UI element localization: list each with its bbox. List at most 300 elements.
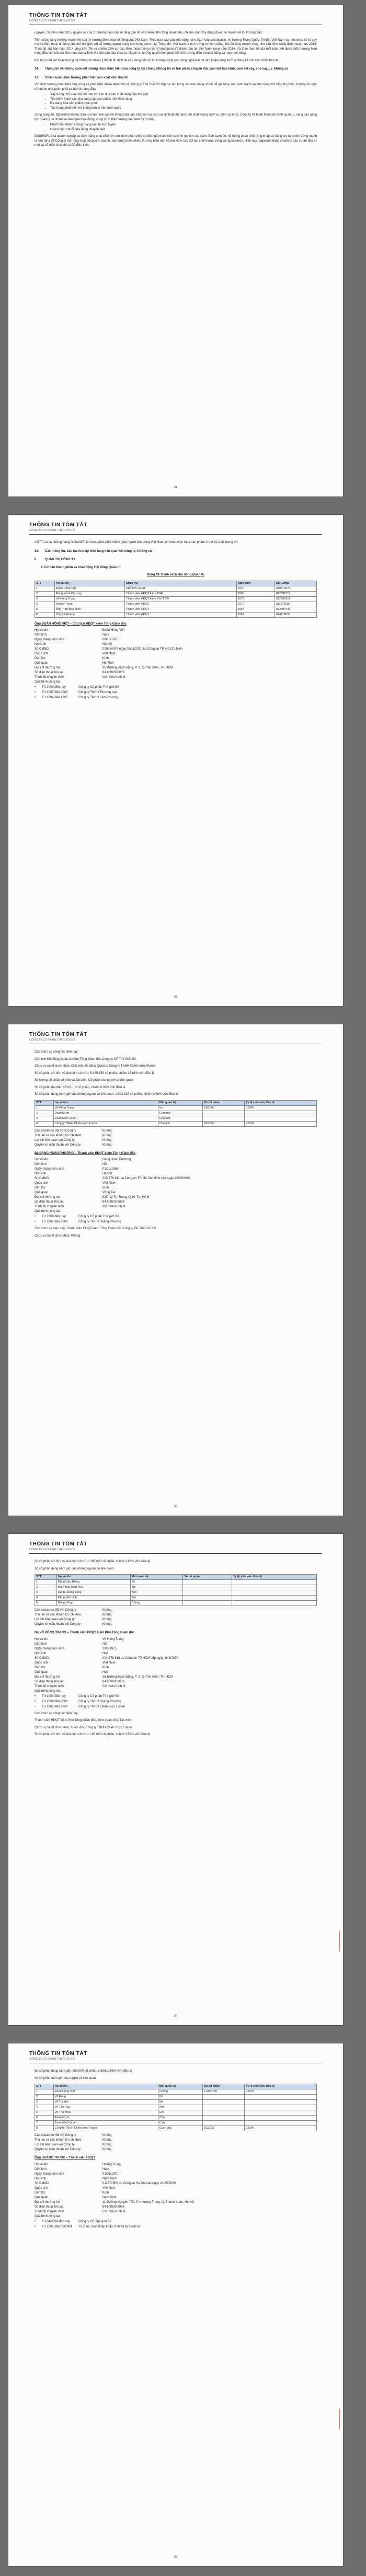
board-table xyxy=(35,581,317,618)
career-item xyxy=(35,2220,317,2224)
table-cell: 7 xyxy=(35,2121,54,2126)
field-value xyxy=(102,680,317,684)
column-header: Họ và tên xyxy=(54,581,124,586)
table-cell xyxy=(245,2105,317,2110)
field-value: Không xyxy=(102,2139,112,2142)
field-label: Ngày tháng năm sinh xyxy=(35,638,64,641)
field-label: Ngày tháng năm sinh xyxy=(35,1168,64,1171)
related-table xyxy=(35,2084,317,2131)
column-header: Mối quan hệ xyxy=(130,1575,183,1580)
field-label: Trình độ chuyên môn xyxy=(35,2210,64,2213)
table-cell xyxy=(203,2116,245,2121)
table-cell: Võ Thu Thảo xyxy=(53,2110,158,2116)
field-value: Kinh xyxy=(102,657,109,660)
page-number: 35 xyxy=(174,2556,178,2559)
field-label: Nơi sinh xyxy=(35,1172,47,1175)
career-org: Công ty Cổ phần Thế giới Số xyxy=(78,686,119,689)
table-row xyxy=(35,596,317,602)
field-value: 83/7 Lý Tự Trọng, Q.10, Tp. HCM xyxy=(102,1196,150,1199)
field-value: Việt Nam xyxy=(102,1661,116,1665)
field-value: Nam xyxy=(102,633,109,637)
table-row xyxy=(35,2105,317,2110)
table-cell xyxy=(232,1585,317,1590)
margin-stamp xyxy=(336,2409,340,2431)
column-header: Tỷ lệ trên vốn điều lệ xyxy=(232,1575,317,1580)
field-label: Quốc tịch xyxy=(35,652,48,655)
field-label: Dân tộc xyxy=(35,657,45,660)
field-label: Số điện thoại liên lạc xyxy=(35,1200,64,1204)
field-label: Quốc tịch xyxy=(35,1182,48,1185)
table-cell: Chồng xyxy=(130,1601,183,1606)
bullet-list xyxy=(35,123,317,132)
table-header-row xyxy=(35,2084,317,2089)
field-value: Không xyxy=(102,2148,112,2151)
header-subtitle: CÔNG TY CỔ PHẦN THẾ GIỚI SỐ xyxy=(29,1548,75,1551)
career-period: Từ 1997 đến 2000 xyxy=(42,1220,68,1223)
field-value: Huế xyxy=(102,1651,109,1655)
interest-fields xyxy=(35,1608,317,1626)
career-list xyxy=(35,685,317,700)
table-cell: Đặng Văn Thắng xyxy=(56,1580,130,1585)
text-line: Chủ tịch Hội đồng Quản trị kiêm Tổng Giám đốc Công ty CP Thế Giới Số xyxy=(35,1057,136,1061)
text-line: Số lượng cổ phần sở hữu và đại diện: Cổ phần của người có liên quan xyxy=(35,1079,133,1082)
header-title: THÔNG TIN TÓM TẮT xyxy=(29,522,87,528)
career-item xyxy=(35,696,317,700)
table-cell: Giám đốc xyxy=(158,2126,203,2131)
bullet-icon: • xyxy=(35,1220,36,1223)
field-label: Số điện thoại liên lạc xyxy=(35,671,64,674)
field-value: 26 Đường Bạch Đằng, P. 2, Q. Tân Bình, TP. HCM xyxy=(102,666,173,669)
bullet-icon: • xyxy=(35,691,36,694)
career-period: Từ 1997 đến 2000 xyxy=(42,1705,68,1708)
person-fields xyxy=(35,628,317,684)
table-cell: Mai Phan Hoài Thu xyxy=(56,1585,130,1590)
field-label: Các khoản nợ đối với Công ty xyxy=(35,1609,76,1612)
field-label: Họ và tên xyxy=(35,1158,48,1161)
table-cell: 1.465.150 xyxy=(203,2089,245,2095)
table-cell: 3 xyxy=(35,2100,54,2105)
field-label: Quốc tịch xyxy=(35,2186,48,2190)
table-row xyxy=(35,2121,317,2126)
bullet-icon: • xyxy=(35,2220,36,2223)
header-subtitle: CÔNG TY CỔ PHẦN THẾ GIỚI SỐ xyxy=(29,19,75,22)
field-value: Nam xyxy=(102,2167,109,2171)
career-period: Từ 04/2004 đến nay xyxy=(42,2220,71,2223)
table-row xyxy=(35,2126,317,2131)
table-cell: Hoàng Trung xyxy=(54,602,124,607)
career-period: Từ 1997 đến 03/2004 xyxy=(42,2225,72,2228)
table-cell: Mẹ xyxy=(130,1585,183,1590)
section-heading: 16. Các thông tin, các tranh chấp kiện tụng liên quan tới công ty: Không có xyxy=(35,549,152,553)
career-item xyxy=(35,2225,317,2229)
career-org: Công ty TNHH Hoàng Phương xyxy=(78,1220,121,1223)
table-cell xyxy=(245,2121,317,2126)
table-cell: Con ruột xyxy=(158,1111,203,1116)
table-row xyxy=(35,1111,317,1116)
table-cell: 4 xyxy=(35,1596,57,1601)
career-period: Từ 2000 đến nay xyxy=(42,1215,66,1218)
field-label: Số CMND xyxy=(35,648,49,651)
field-value: Cử nhân Kinh tế xyxy=(102,1684,125,1688)
table-cell: 3 xyxy=(35,596,55,602)
field-value: 84 8 3929 0059 xyxy=(102,1200,124,1204)
field-label: Nơi sinh xyxy=(35,1651,47,1655)
field-label: Nơi sinh xyxy=(35,2177,47,2180)
table-cell: 190.000 xyxy=(203,1105,245,1111)
table-cell: Đoàn Mười xyxy=(53,1111,158,1116)
text-line: Số cổ phần nắm giữ của người có liên quan: xyxy=(35,2076,97,2080)
table-cell: Công ty TNHH Chiến lược Future xyxy=(53,2126,158,2131)
table-cell xyxy=(232,1601,317,1606)
field-label: Quá trình công tác xyxy=(35,680,61,684)
field-label: Giới tính xyxy=(35,2167,47,2171)
table-header-row xyxy=(35,1100,317,1105)
field-value: 011372506 do Công an Hà Nội cấp ngày 21/05/2009 xyxy=(102,2181,176,2185)
table-cell: 1961 xyxy=(236,612,274,617)
table-row xyxy=(35,612,317,617)
column-header: STT xyxy=(35,1100,54,1105)
table-cell: 812.230 xyxy=(203,1121,245,1126)
field-value: Không xyxy=(102,1134,112,1137)
career-org: Công ty TNHH Thương mại xyxy=(78,691,117,694)
table-cell: 1967 xyxy=(236,607,274,612)
field-value: 28/5/1975 xyxy=(102,1647,117,1650)
field-value: Hà Tĩnh xyxy=(102,662,114,665)
document-page xyxy=(8,1534,343,2025)
field-label: Ngày tháng năm sinh xyxy=(35,2172,64,2176)
table-row xyxy=(35,2095,317,2100)
field-label: Giới tính xyxy=(35,1642,47,1646)
bullet-icon: • xyxy=(35,696,36,699)
field-value: Cử nhân Kinh tế xyxy=(102,1205,125,1208)
table-cell xyxy=(245,2095,317,2100)
table-cell: 1975 xyxy=(236,596,274,602)
table-cell: 1 xyxy=(35,2089,54,2095)
text-line: Chức vụ tại tổ chức khác: Không xyxy=(35,1234,81,1238)
column-header: Mối quan hệ xyxy=(158,2084,203,2089)
table-row xyxy=(35,1580,317,1585)
table-cell: 3 xyxy=(35,1116,54,1121)
page-number: 33 xyxy=(174,1505,178,1508)
text-lines xyxy=(35,1560,317,1571)
table-row xyxy=(35,1105,317,1111)
field-value: Cử nhân Kinh tế xyxy=(102,2210,125,2213)
field-value: Không xyxy=(102,1138,112,1142)
field-label: Địa chỉ thường trú xyxy=(35,2200,60,2204)
bullet-icon: • xyxy=(35,686,36,689)
table-cell xyxy=(203,2095,245,2100)
person-fields xyxy=(35,2163,317,2219)
field-value: 84 8 3929 0059 xyxy=(102,1680,124,1683)
table-row xyxy=(35,1585,317,1590)
career-item xyxy=(35,685,317,689)
career-item xyxy=(35,1705,317,1709)
person-heading: Ông HOÀNG TRUNG – Thành viên HĐQT xyxy=(35,2156,96,2159)
table-row xyxy=(35,1601,317,1606)
table-cell: Đặng Văn Linh xyxy=(56,1596,130,1601)
person-heading: Bà VÕ HỒNG TRANG – Thành viên HĐQT kiêm Phó Tổng Giám đốc xyxy=(35,1631,135,1634)
table-cell: Võ Hồng Trang xyxy=(54,596,124,602)
field-label: Họ và tên xyxy=(35,1637,48,1641)
subsection-heading: 1. Cơ cấu thành phần và hoạt động Hội đồng Quản trị xyxy=(41,565,121,569)
field-value: Nam Định xyxy=(102,2177,117,2180)
document-page xyxy=(8,515,343,1006)
table-cell: Công ty TNHH Chiến lược Future xyxy=(53,1121,158,1126)
field-value: 11 Đường Nguyễn Trãi, P. Khương Trung, Q. Thanh Xuân, Hà Nội xyxy=(102,2200,195,2204)
field-value: Không xyxy=(102,1609,112,1612)
table-cell: 5 xyxy=(35,1601,57,1606)
table-cell xyxy=(203,2100,245,2105)
table-row xyxy=(35,2116,317,2121)
table-header-row xyxy=(35,1575,317,1580)
field-label: Địa chỉ thường trú xyxy=(35,1675,60,1679)
list-item: • Xây dựng mối quan hệ dài hạn với các nhà sản xuất hàng đầu thế giới xyxy=(50,93,317,97)
table-cell: 1 xyxy=(35,1580,57,1585)
field-label: Nơi sinh xyxy=(35,643,47,646)
page-number: 34 xyxy=(174,2015,178,2018)
header-title: THÔNG TIN TÓM TẮT xyxy=(29,1541,87,1547)
table-row xyxy=(35,1121,317,1126)
text-line: Số cổ phần đang nắm giữ của những người có liên quan: xyxy=(35,1567,115,1570)
text-line: Số cổ phần đang nắm giữ của những người có liên quan: 1.002.230 cổ phiếu, chiếm 3,08% vốn điều lệ xyxy=(35,1093,178,1096)
column-header: Số cổ phần xyxy=(183,1575,232,1580)
table-row xyxy=(35,607,317,612)
field-label: Quê quán xyxy=(35,1670,49,1674)
career-list xyxy=(35,2220,317,2229)
table-cell: 2,50% xyxy=(245,2126,317,2131)
field-label: Quê quán xyxy=(35,2196,49,2199)
header-subtitle: CÔNG TY CỔ PHẦN THẾ GIỚI SỐ xyxy=(29,1038,75,1042)
field-label: Thù lao và các khoản lợi ích khác xyxy=(35,1613,82,1616)
paragraph: Với định hướng phát triển bền vững và phát triển nhiều kênh bán lẻ, Công ty Thế Giới Số tiếp tục tập trung vào hai mảng chính để gia tăng sức cạnh tranh và khả năng mở rộng thị phần, hướng tới việc trở thành nhà phân phối và bán lẻ hàng đầu. xyxy=(35,83,317,91)
table-cell xyxy=(203,2110,245,2116)
career-period: Từ 2000 đến nay xyxy=(42,686,66,689)
career-item xyxy=(35,1694,317,1699)
career-org: Công ty CP Thế giới Số xyxy=(78,2220,112,2223)
table-cell: Thành viên HĐQT kiêm Phó TGĐ xyxy=(125,596,237,602)
table-cell xyxy=(183,1596,232,1601)
table-cell: 024116638 xyxy=(274,612,316,617)
field-label: Dân tộc xyxy=(35,2191,45,2194)
table-cell xyxy=(203,1116,245,1121)
table-cell xyxy=(232,1590,317,1596)
column-header: Số cổ phần xyxy=(203,1100,245,1105)
field-label: Quyền lợi mâu thuẫn với Công ty xyxy=(35,2148,81,2151)
field-value: 01/01/1970 xyxy=(102,2172,119,2176)
table-cell xyxy=(203,1111,245,1116)
table-cell xyxy=(203,2105,245,2110)
career-period: Từ 2004 đến nay xyxy=(42,1694,66,1698)
list-item: • Tìm kiếm thêm các nhà cung cấp sản phẩm mới tiềm năng xyxy=(50,97,317,102)
table-cell: Em xyxy=(158,2110,203,2116)
text-line: Số cổ phần sở hữu và đại diện sở hữu: 285.000 cổ phiếu, chiếm 0,86% vốn điều lệ xyxy=(35,1560,151,1563)
table-cell: Võ Hồng xyxy=(53,2095,158,2100)
career-list xyxy=(35,1694,317,1709)
table-cell xyxy=(245,2110,317,2116)
table-cell xyxy=(245,1111,317,1116)
person-fields xyxy=(35,1637,317,1693)
table-row xyxy=(35,1116,317,1121)
table-cell: Con xyxy=(158,2116,203,2121)
table-cell: Thành viên HĐQT xyxy=(125,602,237,607)
table-cell xyxy=(245,2116,317,2121)
column-header: Tỷ lệ trên vốn điều lệ xyxy=(245,2084,317,2089)
table-cell: Chồng xyxy=(158,2089,203,2095)
field-value xyxy=(102,1689,317,1693)
table-cell: Thành viên HĐQT xyxy=(125,607,237,612)
field-label: Họ và tên xyxy=(35,629,48,632)
table-row xyxy=(35,1590,317,1596)
section-heading: 16. Chiến lược, định hướng phát triển sản xuất kinh doanh xyxy=(35,76,128,79)
career-org: Công ty TNHH Chiến lược Future xyxy=(78,1705,125,1708)
table-cell: 1970 xyxy=(236,586,274,591)
field-value: 01/10/1966 xyxy=(102,1168,119,1171)
career-period: Từ 2000 đến 2003 xyxy=(42,1700,68,1703)
table-cell: Võ Tấn Hòa xyxy=(53,2105,158,2110)
field-label: Địa chỉ thường trú xyxy=(35,666,60,669)
table-cell: Thành viên HĐQT xyxy=(125,612,237,617)
field-value: Đoàn Hồng Việt xyxy=(102,629,125,632)
field-value: 06/10/1970 xyxy=(102,638,119,641)
table-cell: 022981511 xyxy=(274,591,316,596)
field-value: Hà Nội xyxy=(102,643,112,646)
field-value: Không xyxy=(102,1613,112,1616)
field-label: Dân tộc xyxy=(35,1666,45,1669)
column-header: STT xyxy=(35,1575,57,1580)
field-value: Đặng Hoàn Phương xyxy=(102,1158,131,1161)
table-cell: 5 xyxy=(35,2110,54,2116)
table-cell: Em xyxy=(130,1596,183,1601)
text-line: Các chức vụ hiện nay: Thành viên HĐQT kiêm Tổng Giám đốc Công ty CP Thế Giới Số xyxy=(35,1227,156,1230)
field-label: Các khoản nợ đối với Công ty xyxy=(35,1129,76,1133)
career-period: Từ 1994 đến 1997 xyxy=(42,696,68,699)
text-lines xyxy=(35,2069,317,2081)
field-label: Số CMND xyxy=(35,2181,49,2185)
table-cell xyxy=(232,1596,317,1601)
career-org: Tổ chức Xuất nhập khẩu Thiết bị kỹ thuật số xyxy=(78,2225,140,2228)
text-line: Thành viên HĐQT kiêm Phó Tổng Giám đốc, kiêm Giám đốc Tài chính xyxy=(35,1719,133,1722)
table-cell: 3 xyxy=(35,1590,57,1596)
field-value: Nữ xyxy=(102,1642,107,1646)
career-item xyxy=(35,690,317,695)
field-value: Kinh xyxy=(102,2191,109,2194)
table-cell: 022587616 xyxy=(274,596,316,602)
field-value xyxy=(102,2214,317,2219)
table-cell: 8 xyxy=(35,2126,54,2131)
field-value: Nam Định xyxy=(102,2196,117,2199)
field-label: Địa chỉ thường trú xyxy=(35,1196,60,1199)
field-label: Trình độ chuyên môn xyxy=(35,676,64,679)
text-line: Số cổ phần sở hữu và đại diện sở hữu: 5.465.150 cổ phiếu, chiếm 16,61% vốn điều lệ xyxy=(35,1071,155,1075)
column-header: Họ và tên xyxy=(53,2084,158,2089)
table-cell: Bố xyxy=(158,2095,203,2100)
table-cell xyxy=(245,2100,317,2105)
table-cell: 0,58% xyxy=(245,1105,317,1111)
table-row xyxy=(35,2089,317,2095)
table-cell: 4 xyxy=(35,602,55,607)
field-label: Trình độ chuyên môn xyxy=(35,1684,64,1688)
table-row xyxy=(35,1596,317,1601)
field-value: Kinh xyxy=(102,1186,109,1189)
table-cell: Đoàn Minh Quân xyxy=(53,1116,158,1121)
table-cell: Võ Thị Mai xyxy=(53,2100,158,2105)
table-row xyxy=(35,591,317,596)
section-heading: 14. Thông tin về những cam kết nhưng chưa thực hiện của công ty đại chúng (thông tin về trái phiếu chuyển đổi, cam kết bảo lãnh, cam kết vay, cho vay,...): Không có xyxy=(35,67,289,71)
table-cell: Đoàn Minh Quân xyxy=(53,2121,158,2126)
bullet-icon: • xyxy=(35,1694,36,1698)
field-value: Nữ xyxy=(102,1163,107,1166)
field-label: Quá trình công tác xyxy=(35,1689,61,1693)
table-cell: Đoàn Hồng Việt xyxy=(53,2089,158,2095)
table-header-row xyxy=(35,581,317,586)
list-item: • Tập trung phát triển hệ thống bán lẻ trên toàn quốc xyxy=(50,106,317,111)
margin-stamp xyxy=(336,1931,340,1953)
paragraph: Song song đó, Digiworld tiếp tục đầu tư mạnh mẽ vào hệ thống hậu cần, kho vận và dịch vụ kỹ thuật để đảm bảo chất lượng dịch vụ. Bên cạnh đó, Công ty sẽ hoàn thiện mô hình quản trị, nâng cao năng lực quản lý tài chính và hiệu quả hoạt động, củng cố vị thế thương hiệu trên thị trường. xyxy=(35,113,317,121)
table-cell xyxy=(183,1601,232,1606)
table-cell: Con ruột xyxy=(158,1116,203,1121)
table-cell: Đặng Hoàng Tùng xyxy=(56,1590,130,1596)
field-value: Việt Nam xyxy=(102,652,116,655)
career-org: Công ty TNHH Lâm Phương xyxy=(78,696,118,699)
column-header: STT xyxy=(35,2084,54,2089)
field-value: Không xyxy=(102,2134,112,2137)
page-number: 32 xyxy=(174,996,178,999)
document-page xyxy=(8,1024,343,1516)
career-item xyxy=(35,1215,317,1219)
column-header: Mối quan hệ xyxy=(158,1100,203,1105)
table-cell: 1 xyxy=(35,1105,54,1111)
column-header: Năm sinh xyxy=(236,581,274,586)
person-heading: Bà ĐẶNG HOÀN PHƯƠNG – Thành viên HĐQT kiêm Tổng Giám đốc xyxy=(35,1151,136,1155)
column-header: Chức vụ xyxy=(125,581,237,586)
career-org: Công ty Cổ phần Thế giới Số xyxy=(78,1694,119,1698)
column-header: Họ và tên xyxy=(53,1100,158,1105)
table-cell: 812.230 xyxy=(203,2126,245,2131)
field-label: Dân tộc xyxy=(35,1186,45,1189)
header-title: THÔNG TIN TÓM TẮT xyxy=(29,2051,87,2057)
field-label: Giới tính xyxy=(35,1163,47,1166)
related-table xyxy=(35,1574,317,1606)
field-value: 84 8 3929 0059 xyxy=(102,2205,124,2209)
section-heading: II. QUẢN TRỊ CÔNG TY xyxy=(35,558,75,561)
field-label: Giới tính xyxy=(35,633,47,637)
list-item: • Phát triển nhanh chóng mảng bán lẻ trực tuyến xyxy=(50,123,317,128)
field-value: 020514974 ngày 02/11/2010 tại Công an TP. Hồ Chí Minh xyxy=(102,648,183,651)
table-row xyxy=(35,602,317,607)
field-value: 84 8 3929 0059 xyxy=(102,671,124,674)
table-cell: 6 xyxy=(35,612,55,617)
table-cell: 2 xyxy=(35,2095,54,2100)
table-cell: Vợ xyxy=(158,1105,203,1111)
document-page xyxy=(8,5,343,496)
text-lines xyxy=(35,1227,317,1238)
text-line: Các chức vụ công tác hiện nay: xyxy=(35,1050,79,1054)
page-number: 31 xyxy=(174,486,178,489)
field-label: Quê quán xyxy=(35,1191,49,1194)
header-title: THÔNG TIN TÓM TẮT xyxy=(29,13,87,18)
field-label: Họ và tên xyxy=(35,2163,48,2166)
table-cell: 1 xyxy=(35,586,55,591)
table-cell: Anh xyxy=(130,1590,183,1596)
field-label: Số điện thoại liên lạc xyxy=(35,2205,64,2209)
field-label: Quyền lợi mâu thuẫn với Công ty xyxy=(35,1623,81,1626)
table-cell: Ông Trần Bảo Minh xyxy=(54,607,124,612)
table-cell: Mẹ xyxy=(158,2100,203,2105)
paragraph: DIGIWORLD là doanh nghiệp có tiềm năng phát triển lớn với kênh phân phối và đội ngũ nhân viên có kinh nghiệm lâu năm. Bên cạnh đó, hệ thống phân phối rộng khắp và năng lực tài chính vững mạnh là nền tảng để Công ty mở rộng hoạt động kinh doanh, xây dựng thêm nhiều thương hiệu mới và tìm kiếm các đối tác chiến lược trong và ngoài nước. Hiện nay, Digiworld đang chuẩn bị các dự án đầu tư mới và sẽ triển khai khi có đủ điều kiện. xyxy=(35,135,317,147)
related-table xyxy=(35,1100,317,1127)
field-label: Quê quán xyxy=(35,662,49,665)
bullet-icon: • xyxy=(35,1705,36,1708)
